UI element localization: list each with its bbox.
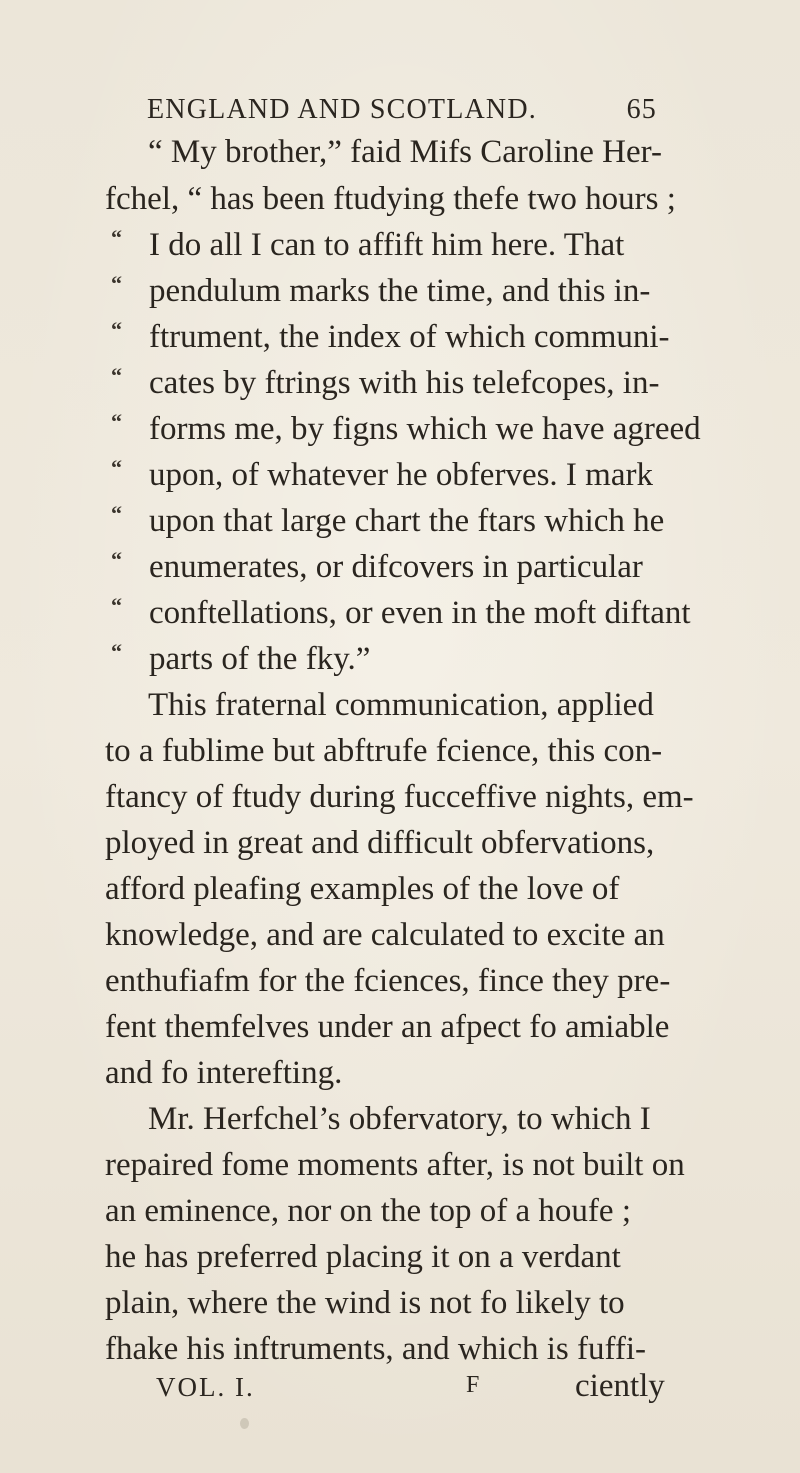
- text-line: “ I do all I can to affift him here. That: [111, 225, 625, 263]
- text-line: Mr. Herfchel’s obfervatory, to which I: [148, 1101, 651, 1137]
- text-line: enthufiafm for the fciences, fince they pre-: [105, 963, 671, 999]
- text-line: “ ftrument, the index of which communi-: [111, 317, 670, 355]
- signature-mark: F: [466, 1372, 480, 1398]
- quotation-mark: “: [111, 455, 122, 480]
- text-line: “ enumerates, or difcovers in particular: [111, 547, 643, 585]
- text-line: to a fublime but abftrufe fcience, this con-: [105, 733, 663, 769]
- page-number: 65: [626, 94, 657, 125]
- text-line: plain, where the wind is not fo likely to: [105, 1285, 625, 1321]
- quotation-mark: “: [111, 225, 122, 250]
- catchword: ciently: [575, 1368, 665, 1404]
- text-line: “ cates by ftrings with his telefcopes, in-: [111, 363, 660, 401]
- quotation-mark: “: [111, 363, 122, 388]
- text-line: “ parts of the fky.”: [111, 639, 371, 677]
- text-line: “ upon, of whatever he obferves. I mark: [111, 455, 653, 493]
- text-line: afford pleafing examples of the love of: [105, 871, 620, 907]
- text-line: repaired fome moments after, is not built on: [105, 1147, 685, 1183]
- text-line: fhake his inftruments, and which is fuffi-: [105, 1331, 647, 1367]
- text-line: fent themfelves under an afpect fo amiable: [105, 1009, 670, 1045]
- quotation-mark: “: [111, 547, 122, 572]
- volume-mark: VOL. I.: [156, 1372, 255, 1402]
- text-line: “ forms me, by figns which we have agreed: [111, 409, 701, 447]
- quotation-mark: “: [111, 593, 122, 618]
- text-line: “ My brother,” faid Mifs Caroline Her-: [148, 134, 662, 170]
- ink-spot: [240, 1418, 249, 1429]
- quotation-mark: “: [111, 317, 122, 342]
- text-line: “ conftellations, or even in the moft diftant: [111, 593, 691, 631]
- page-header: [147, 94, 667, 128]
- quotation-mark: “: [111, 409, 122, 434]
- text-line: “ pendulum marks the time, and this in-: [111, 271, 651, 309]
- page-footer: [0, 1368, 800, 1412]
- quotation-mark: “: [111, 639, 122, 664]
- quotation-mark: “: [111, 501, 122, 526]
- text-line: and fo interefting.: [105, 1055, 343, 1091]
- text-line: ftancy of ftudy during fucceffive nights, em-: [105, 779, 694, 815]
- quotation-mark: “: [111, 271, 122, 296]
- text-line: he has preferred placing it on a verdant: [105, 1239, 621, 1275]
- text-line: fchel, “ has been ftudying thefe two hours ;: [105, 181, 676, 217]
- running-title: ENGLAND AND SCOTLAND.: [147, 94, 537, 125]
- text-line: ployed in great and difficult obfervations,: [105, 825, 655, 861]
- text-line: “ upon that large chart the ftars which he: [111, 501, 665, 539]
- text-line: This fraternal communication, applied: [148, 687, 654, 723]
- text-line: an eminence, nor on the top of a houfe ;: [105, 1193, 631, 1229]
- text-line: knowledge, and are calculated to excite an: [105, 917, 665, 953]
